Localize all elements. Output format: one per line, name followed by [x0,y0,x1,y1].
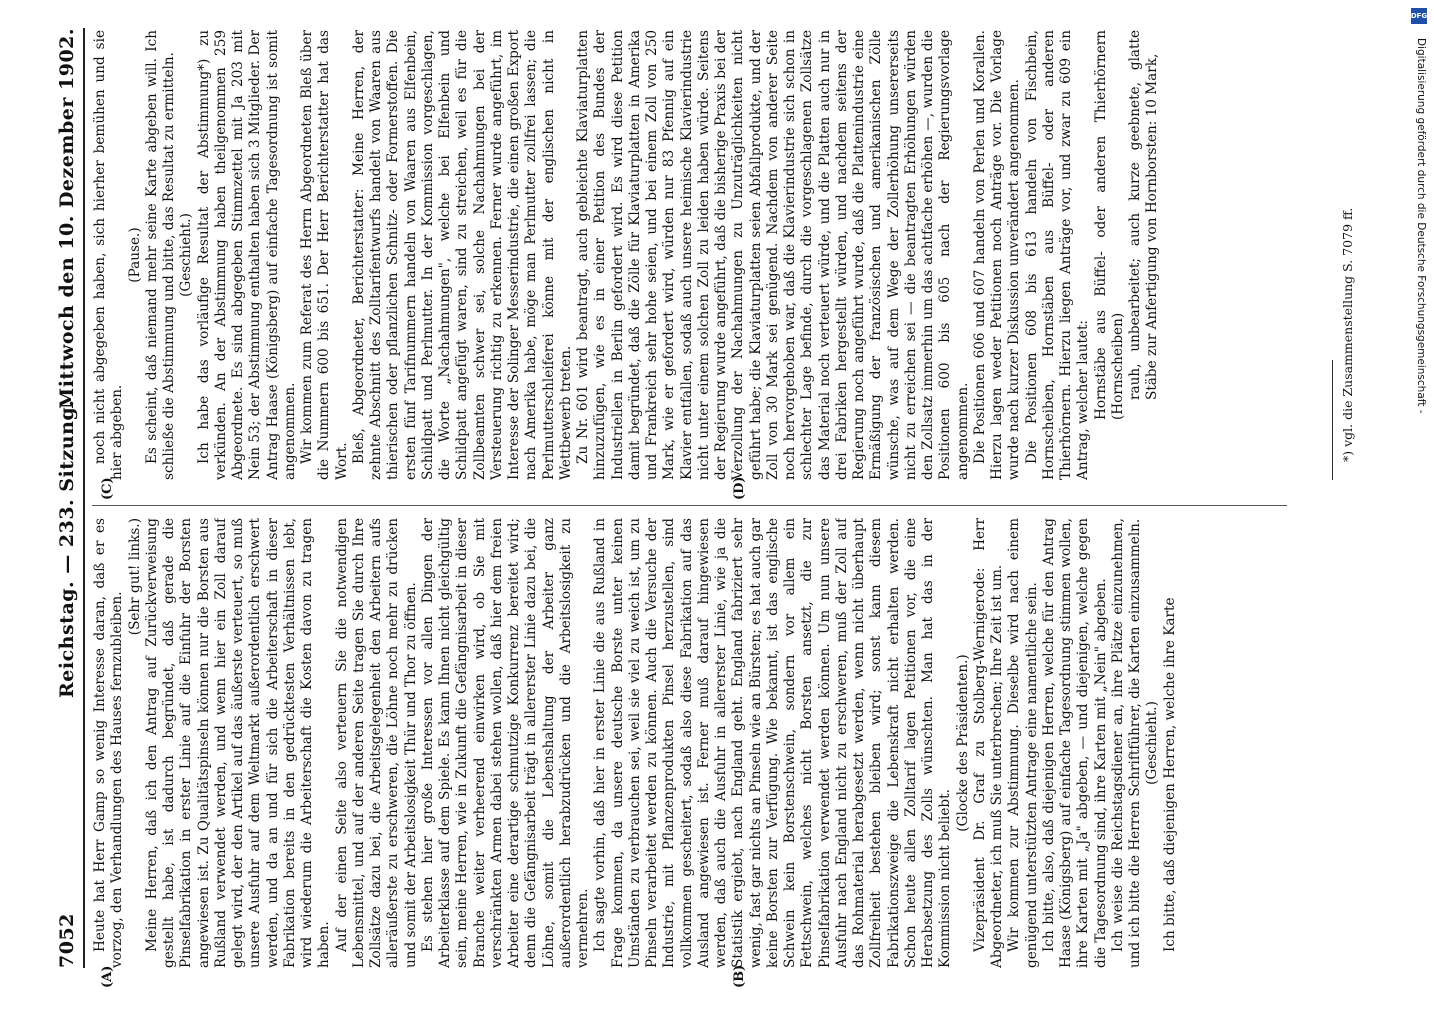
interjection: (Glocke des Präsidenten.) [954,654,971,832]
page-header [56,28,82,968]
page-number: 7052 [56,913,78,968]
funding-note: Digitalisierung gefördert durch die Deutsche Forschungsgemeinschaft - [1415,38,1427,414]
interjection: (Geschieht.) [178,213,195,297]
paragraph: Ich sagte vorhin, daß hier in erster Linie die aus Rußland in Frage kommen, da unsere deutsche Borste unter keinen Umständen zu verbrauchen sei, weil sie viel zu weich ist, um zu Pinseln verarbeitet werden zu können. Auch die Versuche der Industrie, mit Pflanzenprodukten Pinsel herzustellen, sind vollkommen gescheitert, sodaß also diese Fabrikation auf das Ausland angewiesen ist. Ferner muß darauf hingewiesen werden, daß auch die Ausfuhr in allererster Linie, wie ja die Statistik ergiebt, nach England geht. England fabriziert sehr wenig, fast gar nichts an Pinseln wie an Bürsten; es hat auch gar keine Borsten zur Verfügung. Wie bekannt, ist das englische Schwein kein Borstenschwein, sondern vor allem ein Fettschwein, welches nicht Borsten ansetzt, die zur Pinselfabrikation verwendet werden können. Um nun unsere Ausfuhr nach England nicht zu erschweren, muß der Zoll auf das Rohmaterial herabgesetzt werden, wenn nicht überhaupt Zollfreiheit bestehen bleiben wird; sonst kann diesem Fabrikationszweige die Lebenskraft nicht erhalten werden. Schon heute allen Zolltarif lagen Petitionen vor, die eine Herabsetzung des Zolls wünschten. Man hat das in der Kommission nicht beliebt. [592,518,954,968]
interjection: (Sehr gut! links.) [126,518,143,636]
paragraph: Die Positionen 608 bis 613 handeln von Fischbein, Hornscheiben, Hornstäben aus Büffel- oder anderen Thierhörnern. Hierzu liegen Anträge vor, und zwar zu 609 ein Antrag, welcher lautet: [1023,30,1092,480]
paragraph: Wir kommen zur Abstimmung. Dieselbe wird nach einem genügend unterstützten Antrage eine namentliche sein. [1006,518,1040,968]
quoted-motion: Hornstäbe aus Büffel- oder anderen Thierhörnern (Hornscheiben) [1092,30,1126,420]
session-title: Reichstag. — 233. Sitzung. [56,399,78,698]
margin-marker-a: (A) [100,965,115,988]
footnote-rule [1332,360,1333,480]
paragraph: Ich bitte, also, daß diejenigen Herren, welche für den Antrag Haase (Königsberg) auf einfache Tagesordnung stimmen wollen, ihre Karten mit „Ja" abgeben, — und diejenigen, welche gegen die Tagesordnung sind, ihre Karten mit „Nein" abgeben. [1040,518,1109,968]
interjection: (Pause.) [126,227,143,283]
dfg-logo: DFG [1411,8,1427,24]
column-divider [92,505,1287,506]
left-column [92,518,1277,968]
paragraph: Die Positionen 606 und 607 handeln von Perlen und Korallen. Hierzu lagen weder Petitionen noch Anträge vor. Die Vorlage wurde nach kurzer Diskussion unverändert angenommen. [971,30,1023,480]
interjection: (Geschieht.) [1144,701,1161,785]
paragraph: Vizepräsident Dr. Graf zu Stolberg-Wernigerode: Herr Abgeordneter, ich muß Sie unterbrechen; Ihre Zeit ist um. [971,518,1005,968]
quoted-motion: rauh, unbearbeitet; auch kurze geebnete, glatte Stäbe zur Anfertigung von Hornborsten: 10 Mark, [1127,30,1161,400]
paragraph: Ich habe das vorläufige Resultat der Abstimmung*) zu verkünden. An der Abstimmung haben theilgenommen 259 Abgeordnete. Es sind abgegeben Stimmzettel mit Ja 203 mit Nein 53; der Abstimmung enthalten haben sich 3 Mitglieder. Der Antrag Haase (Königsberg) auf einfache Tagesordnung ist somit angenommen. [195,30,298,480]
session-date: Mittwoch den 10. Dezember 1902. [56,28,78,409]
paragraph: Heute hat Herr Gamp so wenig Interesse daran, daß er es vorzog, den Verhandlungen des Hauses fernzubleiben. [92,518,126,968]
rotated-document-page [12,12,1417,992]
margin-marker-b: (B) [732,964,747,988]
header-rule [83,28,85,968]
paragraph: Meine Herren, daß ich den Antrag auf Zurückverweisung gestellt habe, ist dadurch begründet, daß gerade die Pinselfabrikation in erster Linie auf die Einfuhr der Borsten angewiesen ist. Zu Qualitätspinseln können nur die Borsten aus Rußland verwendet werden, und wenn hier ein Zoll darauf gelegt wird, der den Artikel auf das äußerste verteuert, so muß unsere Ausfuhr auf dem Weltmarkt außerordentlich erschwert werden, und da an und für sich die Arbeiterschaft in dieser Fabrikation bereits in den gedrücktesten Verhältnissen lebt, wird wiederum die Arbeiterschaft die Kosten davon zu tragen haben. [143,518,333,968]
paragraph: Ich weise die Reichstagsdiener an, ihre Plätze einzunehmen, und ich bitte die Herren Schriftführer, die Karten einzusammeln. [1109,518,1143,968]
margin-marker-c: (C) [100,477,115,500]
funding-sidebar [1409,8,1429,998]
paragraph: Es scheint, daß niemand mehr seine Karte abgeben will. Ich schließe die Abstimmung und bitte, das Resultat zu ermitteln. [143,30,177,480]
paragraph: Wir kommen zum Referat des Herrn Abgeordneten Bleß über die Nummern 600 bis 651. Der Herr Berichterstatter hat das Wort. [299,30,350,480]
paragraph: Es stehen hier große Interessen vor allen Dingen der Arbeiterklasse auf dem Spiele. Es kann Ihnen nicht gleichgültig sein, meine Herren, wie in Zukunft die Gefängnisarbeit in dieser Branche weiter verheerend einwirken wird, ob Sie mit verschränkten Armen dabei stehen wollen, daß hier dem freien Arbeiter eine derartige schmutzige Konkurrenz bereitet wird; denn die Gefängnisarbeit trägt in allererster Linie dazu bei, die Löhne, somit die Lebenshaltung der Arbeiter ganz außerordentlich herabzudrücken und die Arbeitslosigkeit zu vermehren. [419,518,591,968]
margin-marker-d: (D) [732,476,747,500]
paragraph: Bleß, Abgeordneter, Berichterstatter: Meine Herren, der zehnte Abschnitt des Zolltarifentwurfs handelt von Waaren aus thierischen oder pflanzlichen Schnitz- oder Formerstoffen. Die ersten fünf Tarifnummern handeln von Waaren aus Elfenbein, Schildpatt und Perlmutter. In der Kommission vorgeschlagen, die Worte „Nachahmungen", welche bei Elfenbein und Schildpatt angefügt waren, sind zu streichen, weil es für die Zollbeamten schwer sei, solche Nachahmungen bei der Versteuerung richtig zu erkennen. Ferner wurde angeführt, im Interesse der Solinger Messerindustrie, die einen großen Export nach Amerika habe, möge man Perlmutter zollfrei lassen; die Perlmutterschleiferei könne mit der englischen nicht in Wettbewerb treten. [350,30,574,480]
footnote: *) vgl. die Zusammenstellung S. 7079 ff. [1340,207,1355,462]
paragraph: Auf der einen Seite also verteuern Sie die notwendigen Lebensmittel, und auf der anderen Seite tragen Sie durch Ihre Zollsätze dazu bei, die Arbeitsgelegenheit den Arbeitern aufs alleräußerste zu erschweren, die Löhne noch mehr zu drücken und somit der Arbeitslosigkeit Thür und Thor zu öffnen. [333,518,419,968]
paragraph: Ich bitte, daß diejenigen Herren, welche ihre Karte [1161,597,1178,952]
paragraph: noch nicht abgegeben haben, sich hierher bemühen und sie hier abgeben. [92,30,126,480]
right-column [92,30,1277,480]
paragraph: Zu Nr. 601 wird beantragt, auch gebleichte Klaviaturplatten hinzuzufügen, wie es in einer Petition des Bundes der Industriellen in Berlin gefordert wird. Es wird diese Petition damit begründet, daß die Zölle für Klaviaturplatten in Amerika und Frankreich sehr hohe seien, und bei einem Zoll von 250 Mark, wie er gefordert wird, würden nur 83 Pfennig auf ein Klavier entfallen, sodaß auch unsere heimische Klavierindustrie nicht unter einem solchen Zoll zu leiden haben würde. Seitens der Regierung wurde angeführt, daß die bisherige Praxis bei der Verzollung der Nachahmungen zu Unzuträglichkeiten nicht geführt habe; die Klaviaturplatten seien Abfallprodukte, und der Zoll von 30 Mark sei genügend. Nachdem von anderer Seite noch hervorgehoben war, daß die Klavierindustrie sich schon in schlechter Lage befinde, durch die vorgeschlagenen Zollsätze das Material noch verteuert würde, und die Platten auch nur in drei Fabriken hergestellt würden, und nachdem seitens der Regierung noch angeführt wurde, daß die Plattenindustrie eine Ermäßigung der französischen und amerikanischen Zölle wünsche, was auf dem Wege der Zollerhöhung unsererseits nicht zu erreichen sei — die beantragten Erhöhungen würden den Zollsatz immerhin um das achtfache erhöhen —, wurden die Positionen 600 bis 605 nach der Regierungsvorlage angenommen. [575,30,971,480]
